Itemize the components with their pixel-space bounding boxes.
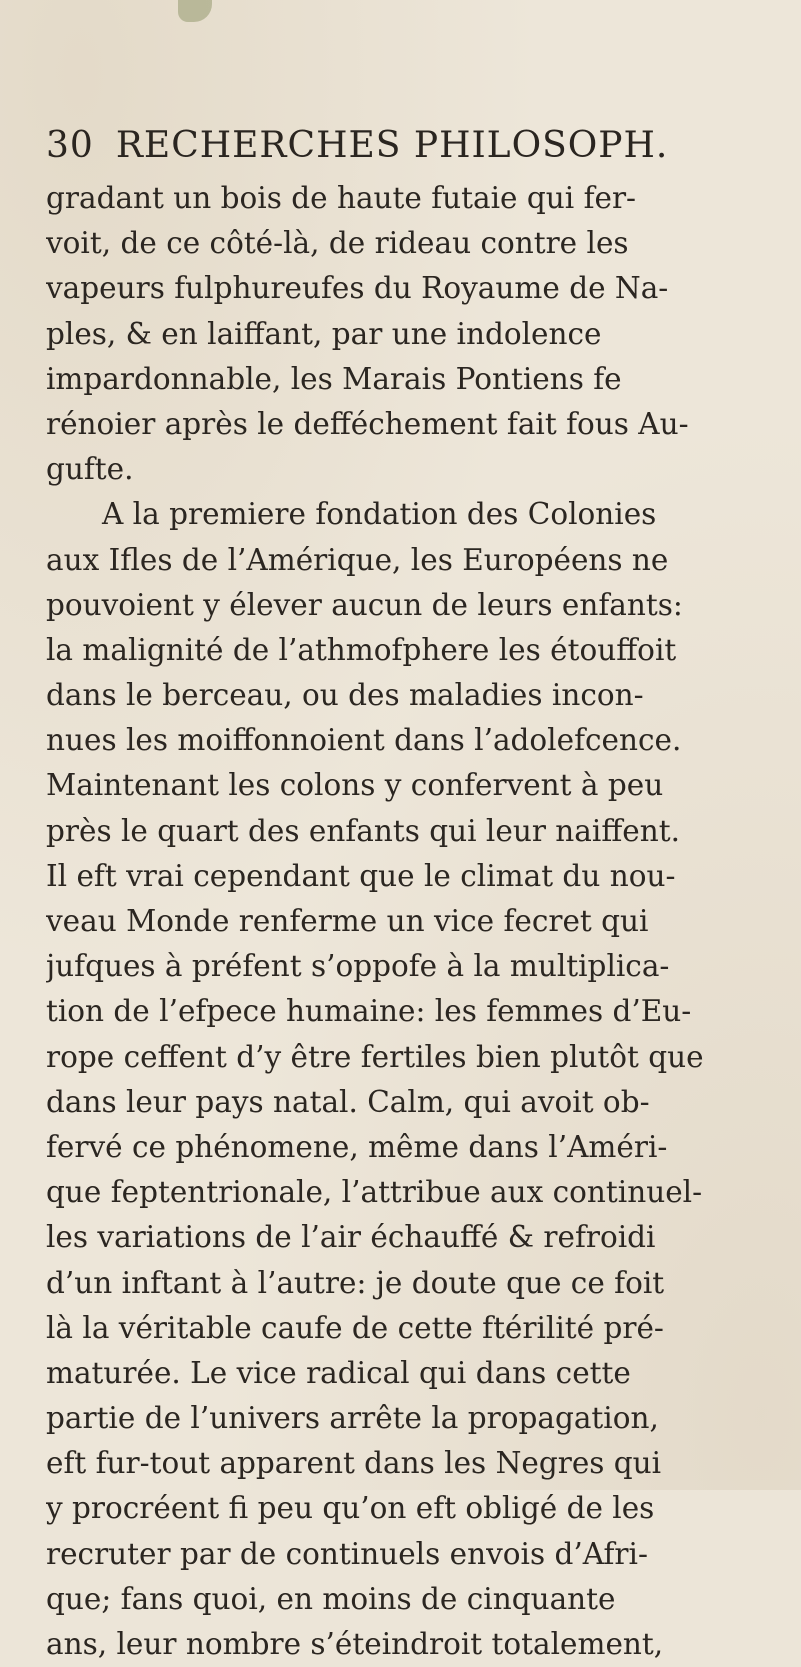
page-number: 30 <box>46 125 94 166</box>
text-line: eft fur-tout apparent dans les Negres qui <box>46 1446 662 1481</box>
text-line: que; fans quoi, en moins de cinquante <box>46 1581 616 1616</box>
text-line: là la véritable caufe de cette ftérilité pré- <box>46 1310 664 1345</box>
ink-stain <box>178 0 212 22</box>
text-line: aux Ifles de l’Amérique, les Européens ne <box>46 542 669 577</box>
text-line: rope ceffent d’y être fertiles bien plutôt que <box>46 1039 704 1074</box>
text-line: voit, de ce côté-là, de rideau contre les <box>46 226 629 261</box>
running-title: RECHERCHES PHILOSOPH. <box>115 125 669 166</box>
paragraph-start-line: A la premiere fondation des Colonies <box>102 497 657 532</box>
text-line: impardonnable, les Marais Pontiens fe <box>46 361 622 396</box>
text-line: Maintenant les colons y confervent à peu <box>46 768 664 803</box>
text-line: ples, & en laiffant, par une indolence <box>46 316 602 351</box>
text-line: partie de l’univers arrête la propagation, <box>46 1401 659 1436</box>
text-line: tion de l’efpece humaine: les femmes d’Eu- <box>46 994 692 1029</box>
text-line: dans leur pays natal. Calm, qui avoit ob- <box>46 1084 650 1119</box>
text-line: vapeurs fulphureufes du Royaume de Na- <box>46 271 669 306</box>
text-line: ans, leur nombre s’éteindroit totalement, <box>46 1627 664 1661</box>
text-line: jufques à préfent s’oppofe à la multiplica- <box>46 949 670 984</box>
text-line: y procréent fi peu qu’on eft obligé de les <box>46 1491 655 1526</box>
text-line: recruter par de continuels envois d’Afri- <box>46 1536 648 1571</box>
text-line: dans le berceau, ou des maladies incon- <box>46 678 644 713</box>
text-line: nues les moiffonnoient dans l’adolefcence. <box>46 723 682 758</box>
text-line: Il eft vrai cependant que le climat du nou- <box>46 858 676 893</box>
body-text <box>46 176 786 1667</box>
text-line: rénoier après le defféchement fait fous Au- <box>46 406 689 441</box>
text-line: veau Monde renferme un vice fecret qui <box>46 904 649 938</box>
text-line: près le quart des enfants qui leur naiffent. <box>46 813 680 848</box>
text-line: gradant un bois de haute futaie qui fer- <box>46 181 637 215</box>
text-line: gufte. <box>46 452 134 487</box>
text-line: la malignité de l’athmofphere les étouffoit <box>46 632 677 667</box>
text-line: maturée. Le vice radical qui dans cette <box>46 1355 631 1390</box>
text-line: que feptentrionale, l’attribue aux continuel- <box>46 1175 703 1210</box>
text-line: les variations de l’air échauffé & refroidi <box>46 1220 656 1255</box>
text-line: pouvoient y élever aucun de leurs enfants: <box>46 587 683 622</box>
text-line: d’un inftant à l’autre: je doute que ce foit <box>46 1265 665 1300</box>
running-header <box>46 125 668 169</box>
text-line: fervé ce phénomene, même dans l’Améri- <box>46 1129 668 1164</box>
